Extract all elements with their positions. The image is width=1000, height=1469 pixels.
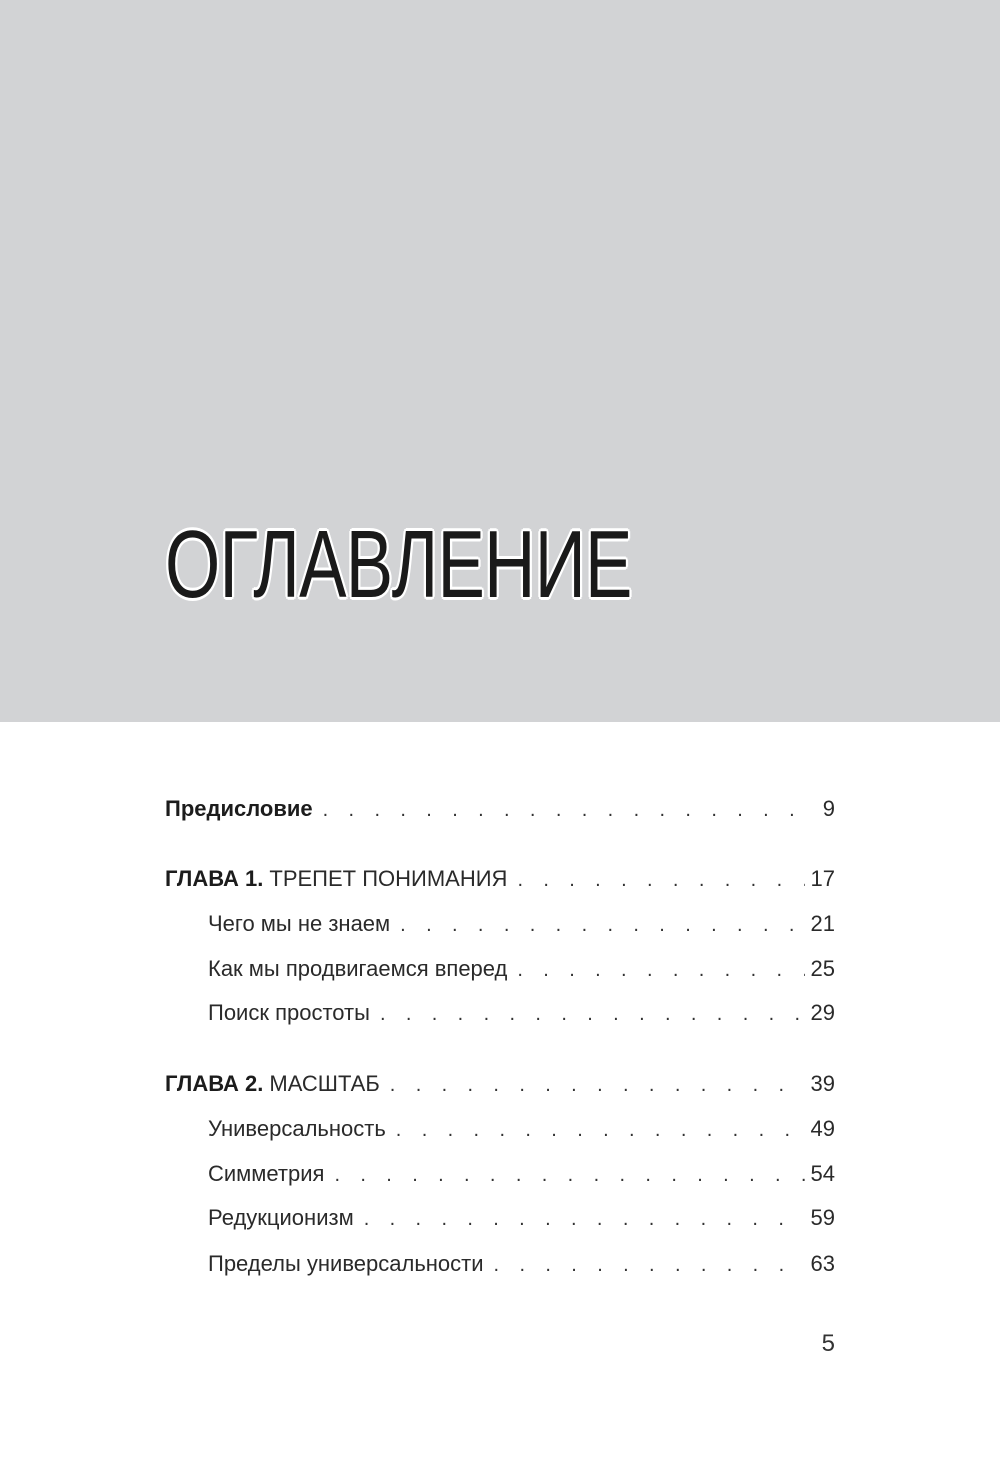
dot-leader: [494, 1254, 805, 1277]
toc-entry-page: 39: [810, 1071, 835, 1096]
toc-entry-page: 54: [810, 1161, 835, 1186]
dot-leader: [396, 1119, 805, 1142]
toc-entry-label: Симметрия: [208, 1161, 325, 1186]
chapter-title: ТРЕПЕТ ПОНИМАНИЯ: [269, 866, 508, 891]
toc-entry-section[interactable]: [208, 1205, 835, 1241]
toc-entry-page: 63: [810, 1251, 835, 1276]
toc-entry-label: Поиск простоты: [208, 1000, 370, 1025]
dot-leader: [380, 1003, 805, 1026]
toc-entry-label: Как мы продвигаемся вперед: [208, 956, 508, 981]
toc-entry-section[interactable]: [208, 1251, 835, 1287]
toc-entry-section[interactable]: [208, 956, 835, 992]
toc-entry-label: Универсальность: [208, 1116, 386, 1141]
dot-leader: [517, 959, 804, 982]
toc-entry-label: Пределы универсальности: [208, 1251, 484, 1276]
page-title: ОГЛАВЛЕНИЕ: [165, 511, 632, 618]
dot-leader: [517, 869, 804, 892]
page-number: 5: [821, 1330, 835, 1357]
toc-entry-section[interactable]: [208, 1000, 835, 1036]
toc-entry-page: 17: [810, 866, 835, 891]
chapter-title: МАСШТАБ: [269, 1071, 380, 1096]
toc-entry-page: 49: [810, 1116, 835, 1141]
toc-entry-label: Чего мы не знаем: [208, 911, 391, 936]
dot-leader: [390, 1074, 805, 1097]
toc-entry-page: 9: [822, 796, 835, 821]
dot-leader: [334, 1164, 804, 1187]
toc-entry-preface[interactable]: [165, 796, 835, 832]
chapter-prefix: ГЛАВА 1.: [165, 866, 264, 891]
dot-leader: [400, 914, 804, 937]
chapter-prefix: ГЛАВА 2.: [165, 1071, 264, 1096]
dot-leader: [323, 799, 815, 822]
toc-entry-chapter-2[interactable]: [165, 1071, 835, 1107]
toc-entry-page: 25: [810, 956, 835, 981]
toc-entry-page: 21: [810, 911, 835, 936]
toc-entry-page: 59: [810, 1205, 835, 1230]
toc-entry-label: Редукционизм: [208, 1205, 354, 1230]
toc-entry-section[interactable]: [208, 911, 835, 947]
dot-leader: [364, 1208, 805, 1231]
toc-entry-section[interactable]: [208, 1116, 835, 1152]
toc-entry-page: 29: [810, 1000, 835, 1025]
toc-entry-section[interactable]: [208, 1161, 835, 1197]
toc-entry-label: Предисловие: [165, 796, 313, 821]
toc-entry-chapter-1[interactable]: [165, 866, 835, 902]
